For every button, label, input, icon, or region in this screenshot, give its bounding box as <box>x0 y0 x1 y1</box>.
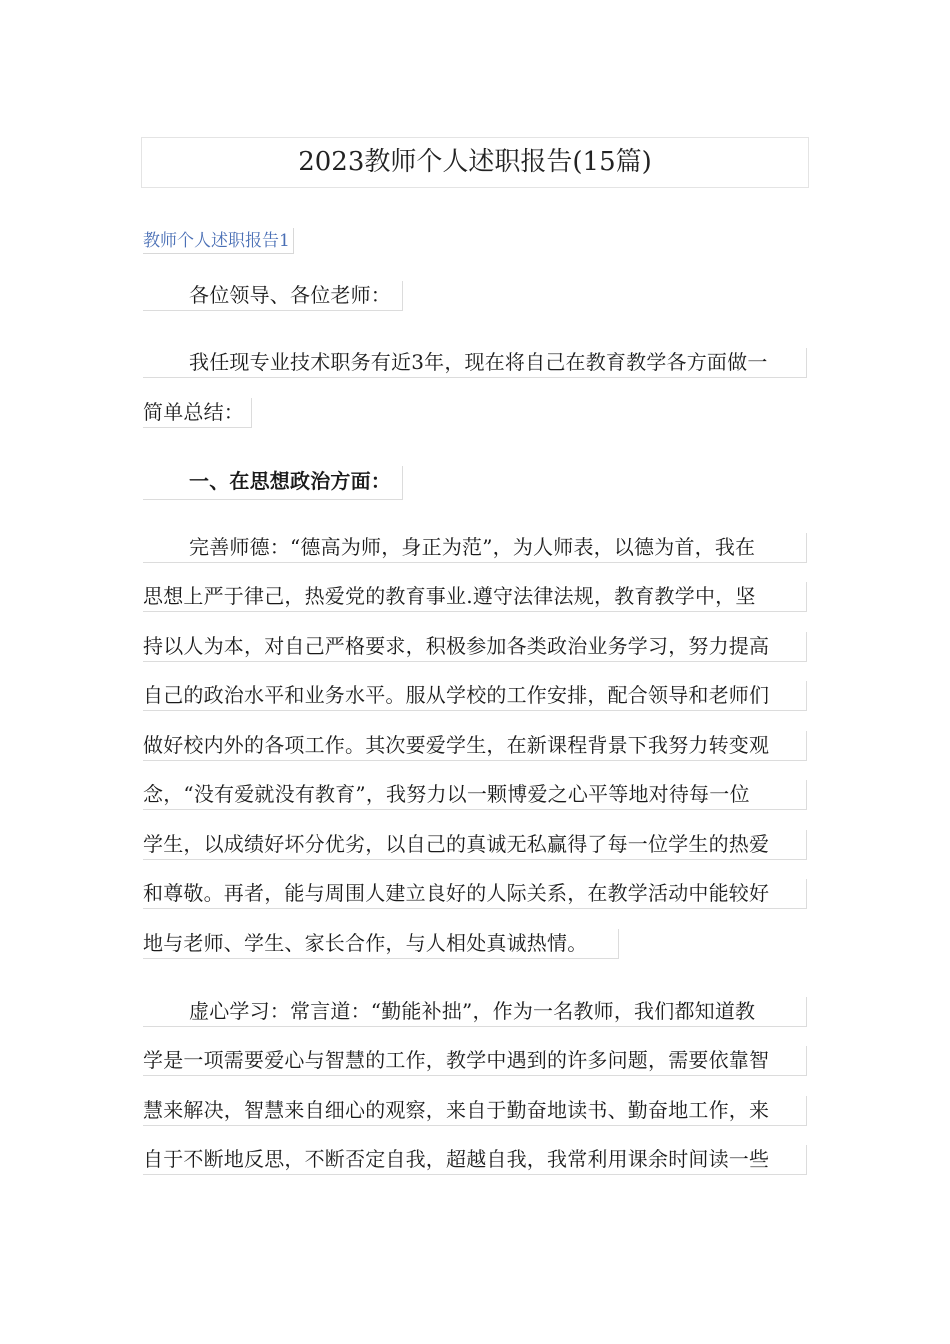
para-1-line-1: 完善师德：“德高为师，身正为范”，为人师表，以德为首，我在 <box>143 533 807 563</box>
intro-line-2: 简单总结： <box>143 398 252 428</box>
para-1-line-4: 自己的政治水平和业务水平。服从学校的工作安排，配合领导和老师们 <box>143 681 807 711</box>
document-title: 2023教师个人述职报告(15篇) <box>141 137 809 188</box>
para-1-line-6: 念，“没有爱就没有教育”，我努力以一颗博爱之心平等地对待每一位 <box>143 780 807 810</box>
para-1-line-5: 做好校内外的各项工作。其次要爱学生，在新课程背景下我努力转变观 <box>143 731 807 761</box>
para-2-line-1: 虚心学习：常言道：“勤能补拙”，作为一名教师，我们都知道教 <box>143 997 807 1027</box>
para-2-line-2: 学是一项需要爱心与智慧的工作，教学中遇到的许多问题，需要依靠智 <box>143 1046 807 1076</box>
section-link[interactable]: 教师个人述职报告1 <box>143 228 294 254</box>
para-1-line-9: 地与老师、学生、家长合作，与人相处真诚热情。 <box>143 929 619 959</box>
para-2-line-4: 自于不断地反思，不断否定自我，超越自我，我常利用课余时间读一些 <box>143 1145 807 1175</box>
salutation: 各位领导、各位老师： <box>143 281 403 311</box>
para-1-line-3: 持以人为本，对自己严格要求，积极参加各类政治业务学习，努力提高 <box>143 632 807 662</box>
para-2-line-3: 慧来解决，智慧来自细心的观察，来自于勤奋地读书、勤奋地工作，来 <box>143 1096 807 1126</box>
intro-line-1: 我任现专业技术职务有近3年，现在将自己在教育教学各方面做一 <box>143 348 807 378</box>
para-1-line-7: 学生，以成绩好坏分优劣，以自己的真诚无私赢得了每一位学生的热爱 <box>143 830 807 860</box>
para-1-line-8: 和尊敬。再者，能与周围人建立良好的人际关系，在教学活动中能较好 <box>143 879 807 909</box>
para-1-line-2: 思想上严于律己，热爱党的教育事业.遵守法律法规，教育教学中，坚 <box>143 582 807 612</box>
section-heading: 一、在思想政治方面： <box>143 466 403 500</box>
